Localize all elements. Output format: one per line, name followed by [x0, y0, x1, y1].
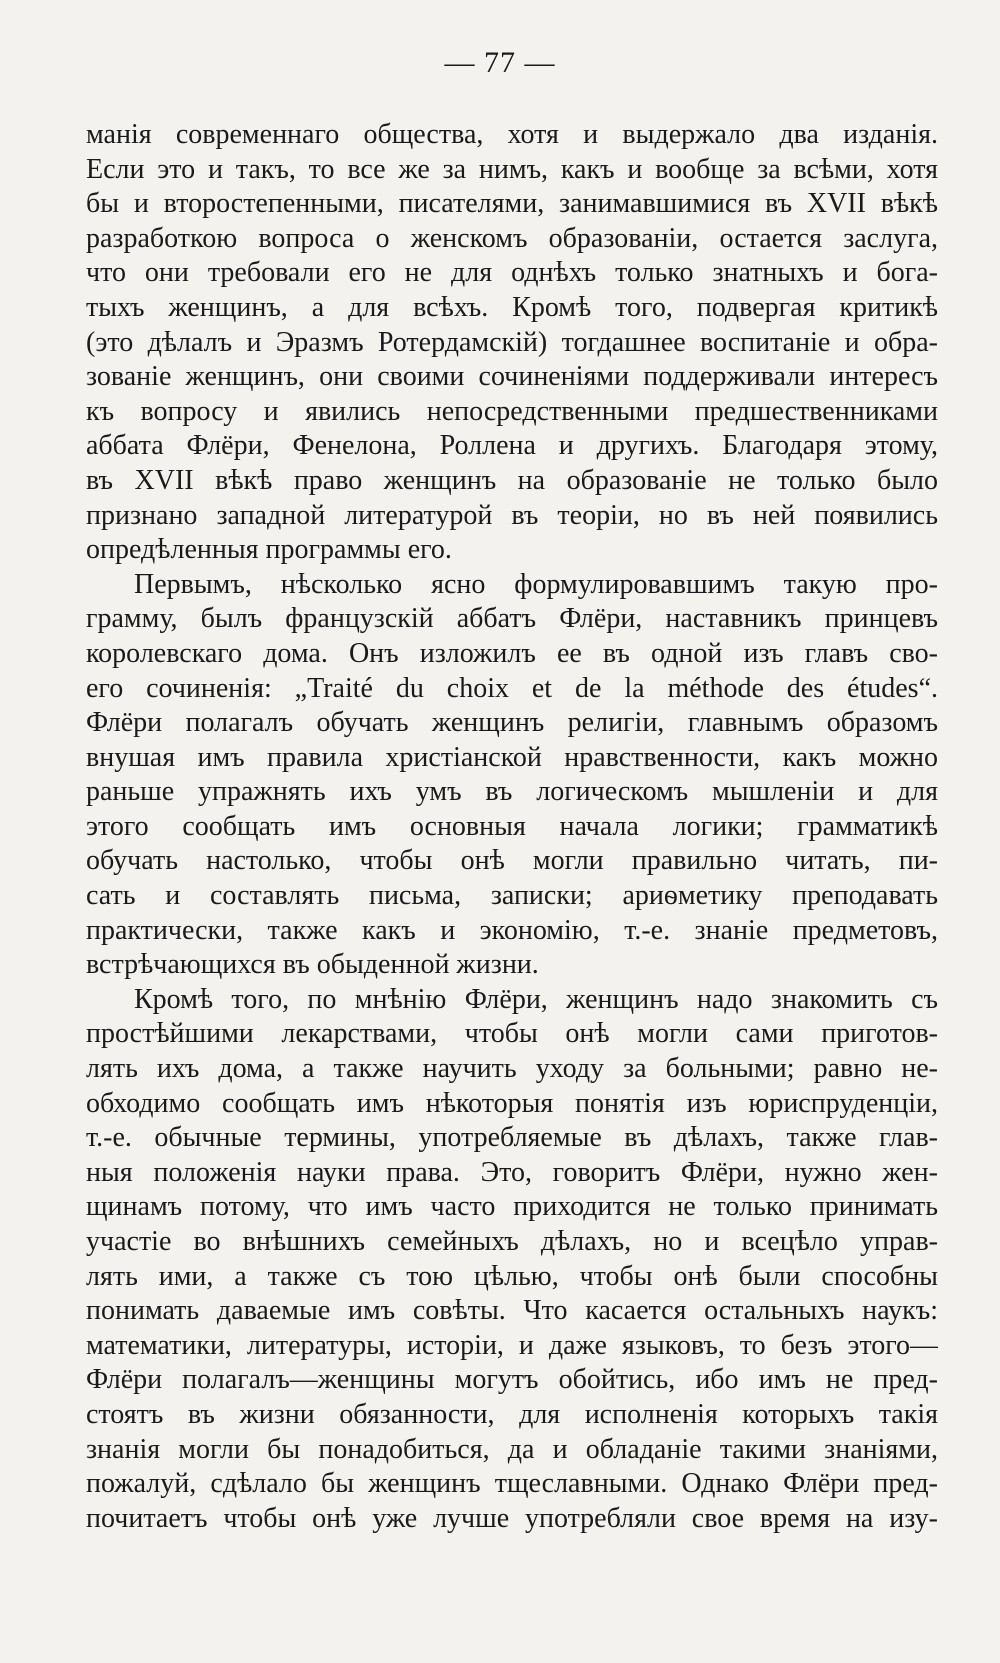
text-line: пожалуй, сдѣлало бы женщинъ тщеславными. Однако Флёри пред-	[86, 1468, 938, 1500]
text-line: аббата Флёри, Фенелона, Роллена и другихъ. Благодаря этому,	[86, 430, 938, 462]
text-line: Если это и такъ, то все же за нимъ, какъ и вообще за всѣми, хотя	[86, 153, 938, 185]
body-text	[86, 118, 938, 1536]
text-line: обучать настолько, чтобы онѣ могли правильно читать, пи-	[86, 845, 938, 877]
text-line: Первымъ, нѣсколько ясно формулировавшимъ такую про-	[134, 568, 938, 600]
text-line: бы и второстепенными, писателями, занимавшимися въ XVII вѣкѣ	[86, 188, 938, 220]
text-line: почитаетъ чтобы онѣ уже лучше употребляли свое время на изу-	[86, 1502, 938, 1534]
text-line: стоятъ въ жизни обязанности, для исполненія которыхъ такія	[86, 1398, 938, 1430]
text-line: зованіе женщинъ, они своими сочиненіями поддерживали интересъ	[86, 361, 938, 393]
text-line: раньше упражнять ихъ умъ въ логическомъ мышленіи и для	[86, 776, 938, 808]
text-line: лять ими, а также съ тою цѣлью, чтобы онѣ были способны	[86, 1260, 938, 1292]
text-line: Флёри полагалъ—женщины могутъ обойтись, ибо имъ не пред-	[86, 1364, 938, 1396]
text-line: практически, также какъ и экономію, т.-е. знаніе предметовъ,	[86, 914, 938, 946]
text-line: манія современнаго общества, хотя и выдержало два изданія.	[86, 119, 938, 150]
text-line: (это дѣлалъ и Эразмъ Ротердамскій) тогдашнее воспитаніе и обра-	[86, 326, 938, 358]
text-line: Флёри полагалъ обучать женщинъ религіи, главнымъ образомъ	[86, 707, 938, 739]
text-line: лять ихъ дома, а также научить уходу за больными; равно не-	[86, 1053, 938, 1085]
text-line: участіе во внѣшнихъ семейныхъ дѣлахъ, но и всецѣло управ-	[86, 1226, 938, 1257]
text-line: этого сообщать имъ основныя начала логики; грамматикѣ	[86, 810, 938, 842]
text-line: простѣйшими лекарствами, чтобы онѣ могли сами приготов-	[86, 1018, 938, 1050]
text-line: королевскаго дома. Онъ изложилъ ее въ одной изъ главъ сво-	[86, 637, 938, 669]
text-line: внушая имъ правила христіанской нравственности, какъ можно	[86, 741, 938, 773]
text-line: щинамъ потому, что имъ часто приходится не только принимать	[86, 1191, 938, 1223]
text-line: встрѣчающихся въ обыденной жизни.	[86, 949, 539, 981]
text-line: знанія могли бы понадобиться, да и обладаніе такими знаніями,	[86, 1433, 938, 1465]
text-line: математики, литературы, исторіи, и даже языковъ, то безъ этого—	[86, 1329, 938, 1361]
text-line: понимать даваемые имъ совѣты. Что касается остальныхъ наукъ:	[86, 1295, 938, 1327]
text-line: сать и составлять письма, записки; ариѳметику преподавать	[86, 880, 938, 912]
text-line: разработкою вопроса о женскомъ образованіи, остается заслуга,	[86, 222, 938, 254]
text-line: къ вопросу и явились непосредственными предшественниками	[86, 395, 938, 427]
text-line: что они требовали его не для однѣхъ только знатныхъ и бога-	[86, 257, 938, 289]
text-line: грамму, былъ французскій аббатъ Флёри, наставникъ принцевъ	[86, 603, 938, 635]
text-line: т.-е. обычные термины, употребляемые въ дѣлахъ, также глав-	[86, 1122, 938, 1154]
page-number: — 77 —	[444, 46, 556, 79]
text-line: признано западной литературой въ теоріи, но въ ней появились	[86, 499, 938, 531]
text-line: тыхъ женщинъ, а для всѣхъ. Кромѣ того, подвергая критикѣ	[86, 291, 938, 323]
text-line: Кромѣ того, по мнѣнію Флёри, женщинъ надо знакомить съ	[134, 983, 938, 1015]
text-line: его сочиненія: „Traité du choix et de la méthode des études“.	[86, 672, 938, 704]
text-line: въ XVII вѣкѣ право женщинъ на образованіе не только было	[86, 464, 938, 496]
text-line: опредѣленныя программы его.	[86, 534, 452, 566]
text-line: ныя положенія науки права. Это, говоритъ Флёри, нужно жен-	[86, 1156, 938, 1188]
text-line: обходимо сообщать имъ нѣкоторыя понятія изъ юриспруденціи,	[86, 1087, 938, 1119]
